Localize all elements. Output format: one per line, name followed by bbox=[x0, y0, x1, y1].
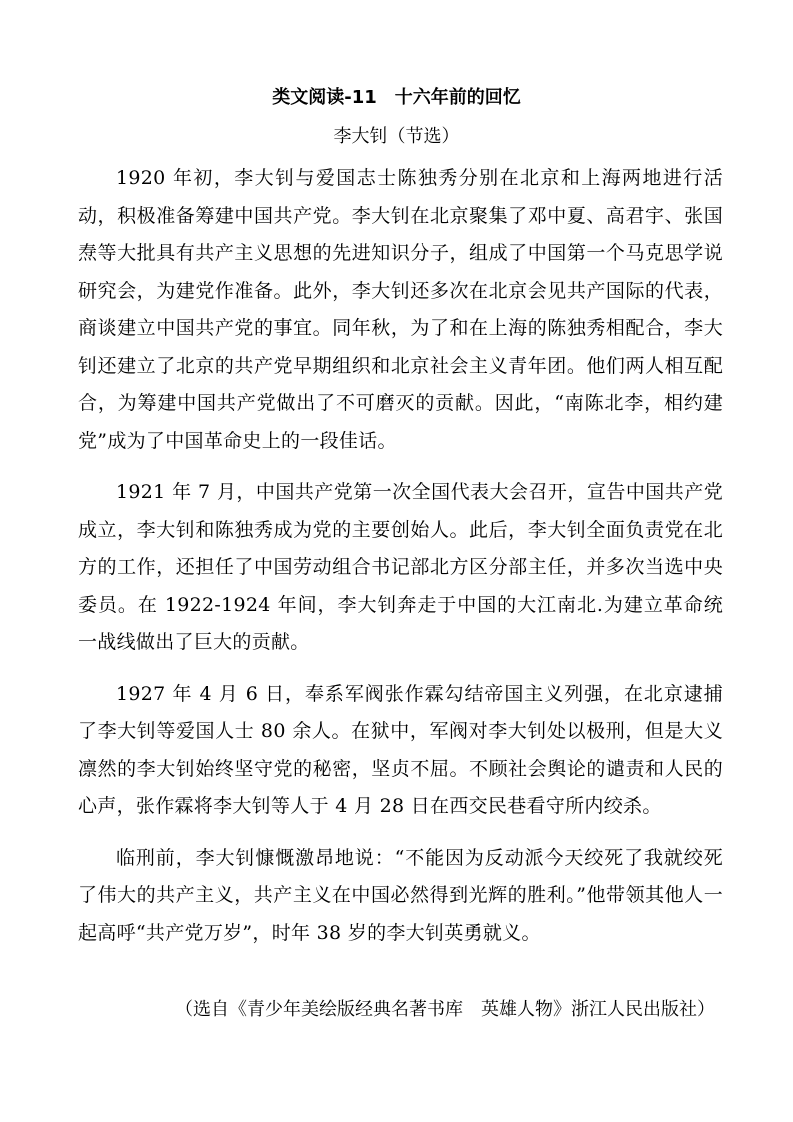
paragraph-2: 1921 年 7 月，中国共产党第一次全国代表大会召开，宣告中国共产党成立，李大钊和陈独秀成为党的主要创始人。此后，李大钊全面负责党在北方的工作，还担任了中国劳动组合书记部北方区分部主任，并多次当选中央委员。在 1922-1924 年间，李大钊奔走于中国的大江南北.为建立革命统一战线做出了巨大的贡献。 bbox=[78, 481, 723, 653]
paragraph-4: 临刑前，李大钊慷慨激昂地说：“不能因为反动派今天绞死了我就绞死了伟大的共产主义，共产主义在中国必然得到光辉的胜利。”他带领其他人一起高呼“共产党万岁”，时年 38 岁的李大钊英勇就义。 bbox=[78, 846, 723, 944]
article-body bbox=[78, 160, 723, 966]
author-line: 李大钊（节选） bbox=[333, 126, 460, 147]
source-citation: （选自《青少年美绘版经典名著书库 英雄人物》浙江人民出版社） bbox=[175, 999, 715, 1020]
page-title: 类文阅读-11 十六年前的回忆 bbox=[272, 87, 521, 108]
paragraph-1: 1920 年初，李大钊与爱国志士陈独秀分别在北京和上海两地进行活动，积极准备筹建中国共产党。李大钊在北京聚集了邓中夏、高君宇、张国焘等大批具有共产主义思想的先进知识分子，组成了中国第一个马克思学说研究会，为建党作准备。此外，李大钊还多次在北京会见共产国际的代表，商谈建立中国共产党的事宜。同年秋，为了和在上海的陈独秀相配合，李大钊还建立了北京的共产党早期组织和北京社会主义青年团。他们两人相互配合，为筹建中国共产党做出了不可磨灭的贡献。因此，“南陈北李，相约建党”成为了中国革命史上的一段佳话。 bbox=[78, 167, 723, 452]
paragraph-3: 1927 年 4 月 6 日，奉系军阀张作霖勾结帝国主义列强，在北京逮捕了李大钊等爱国人士 80 余人。在狱中，军阀对李大钊处以极刑，但是大义凛然的李大钊始终坚守党的秘密，坚贞不屈。不顾社会舆论的谴责和人民的心声，张作霖将李大钊等人于 4 月 28 日在西交民巷看守所内绞杀。 bbox=[78, 682, 723, 817]
